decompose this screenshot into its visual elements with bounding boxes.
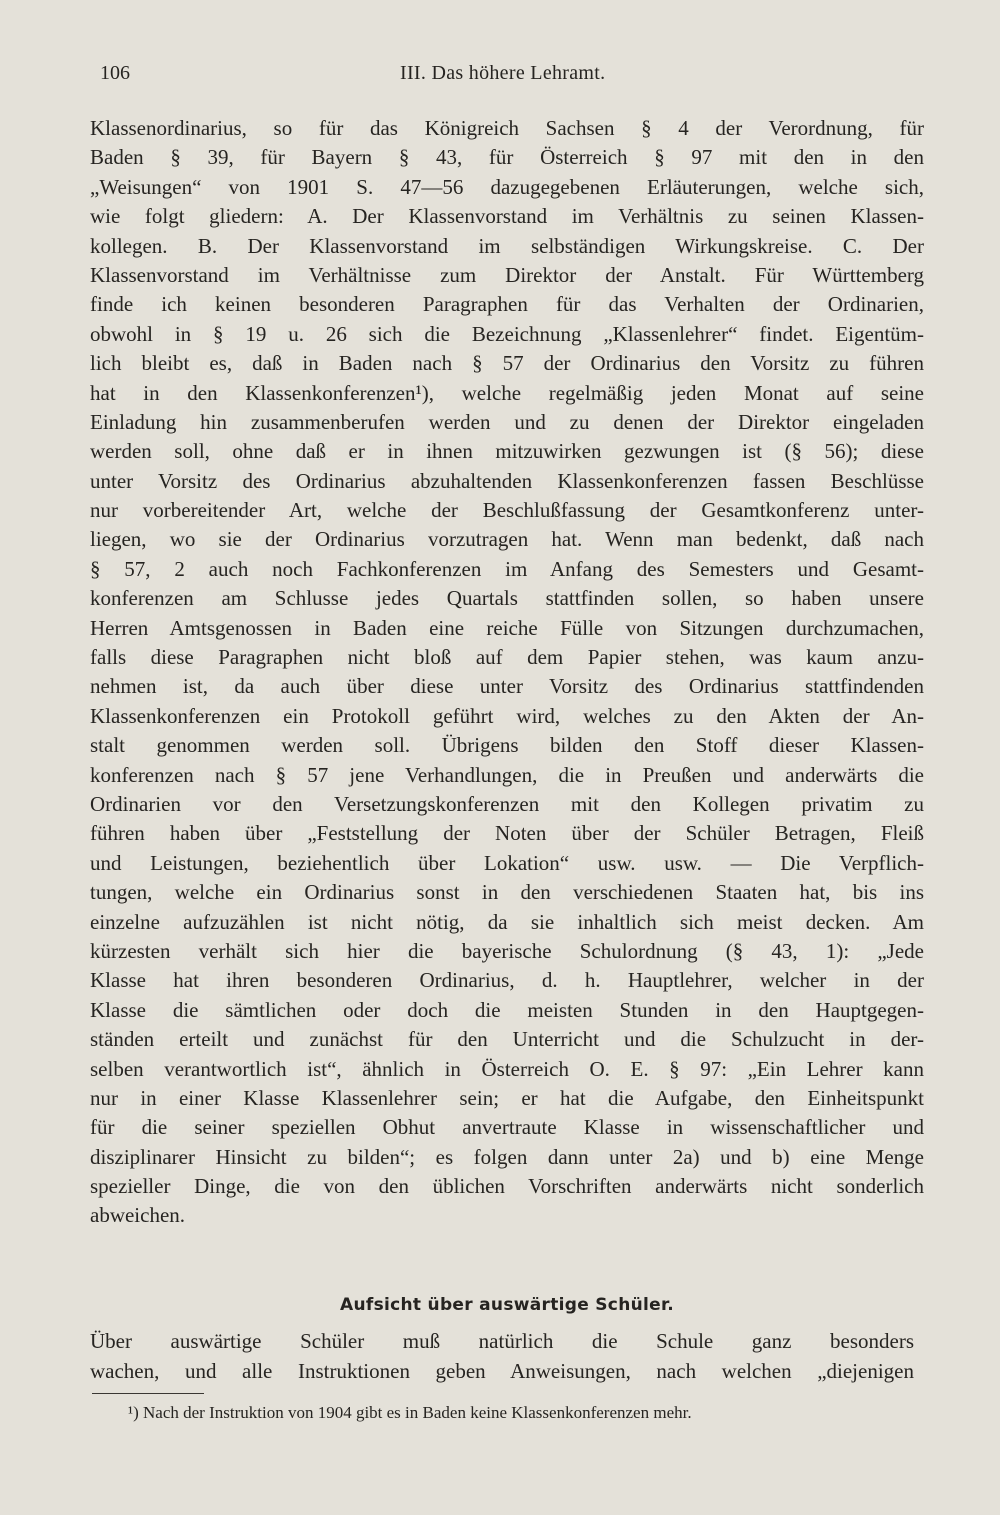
text-line: stalt genommen werden soll. Übrigens bilden den Stoff dieser Klassen- (90, 733, 924, 758)
text-line: obwohl in § 19 u. 26 sich die Bezeichnung „Klassenlehrer“ findet. Eigentüm- (90, 321, 924, 346)
page-header (100, 62, 930, 92)
text-line: nehmen ist, da auch über diese unter Vorsitz des Ordinarius stattfindenden (90, 674, 924, 699)
text-line: wachen, und alle Instruktionen geben Anweisungen, nach welchen „diejenigen (90, 1359, 914, 1383)
footnote: ¹) Nach der Instruktion von 1904 gibt es in Baden keine Klassenkonferenzen mehr. (128, 1403, 692, 1422)
text-line: disziplinarer Hinsicht zu bilden“; es folgen dann unter 2a) und b) eine Menge (90, 1144, 924, 1169)
text-line: Klassenvorstand im Verhältnisse zum Direktor der Anstalt. Für Württemberg (90, 262, 924, 287)
text-line: falls diese Paragraphen nicht bloß auf dem Papier stehen, was kaum anzu- (90, 645, 924, 670)
text-line: kollegen. B. Der Klassenvorstand im selbständigen Wirkungskreise. C. Der (90, 233, 924, 258)
text-line: Klassenkonferenzen ein Protokoll geführt wird, welches zu den Akten der An- (90, 703, 924, 728)
text-line: hat in den Klassenkonferenzen¹), welche regelmäßig jeden Monat auf seine (90, 380, 924, 405)
text-line: Klasse hat ihren besonderen Ordinarius, d. h. Hauptlehrer, welcher in der (90, 968, 924, 993)
running-head: III. Das höhere Lehramt. (400, 62, 606, 84)
text-line: konferenzen am Schlusse jedes Quartals stattfinden sollen, so haben unsere (90, 586, 924, 611)
text-line: nur in einer Klasse Klassenlehrer sein; er hat die Aufgabe, den Einheitspunkt (90, 1085, 924, 1110)
main-paragraph (90, 114, 924, 1231)
text-line: ständen erteilt und zunächst für den Unterricht und die Schulzucht in der- (90, 1027, 924, 1052)
text-line: Herren Amtsgenossen in Baden eine reiche Fülle von Sitzungen durchzumachen, (90, 615, 924, 640)
text-line: nur vorbereitender Art, welche der Beschlußfassung der Gesamtkonferenz unter- (90, 498, 924, 523)
text-line: Klasse die sämtlichen oder doch die meisten Stunden in den Hauptgegen- (90, 997, 924, 1022)
text-line: § 57, 2 auch noch Fachkonferenzen im Anfang des Semesters und Gesamt- (90, 556, 924, 581)
text-line: spezieller Dinge, die von den üblichen Vorschriften anderwärts nicht sonderlich (90, 1174, 924, 1199)
text-line: einzelne aufzuzählen ist nicht nötig, da sie inhaltlich sich meist decken. Am (90, 909, 924, 934)
text-line: für die seiner speziellen Obhut anvertraute Klasse in wissenschaftlicher und (90, 1115, 924, 1140)
text-line: „Weisungen“ von 1901 S. 47—56 dazugegebenen Erläuterungen, welche sich, (90, 174, 924, 199)
text-line: werden soll, ohne daß er in ihnen mitzuwirken gezwungen ist (§ 56); diese (90, 439, 924, 464)
text-line: Einladung hin zusammenberufen werden und zu denen der Direktor eingeladen (90, 409, 924, 434)
page-number: 106 (100, 62, 130, 84)
text-line: tungen, welche ein Ordinarius sonst in den verschiedenen Staaten hat, bis ins (90, 880, 924, 905)
footnote-divider (92, 1393, 204, 1394)
text-line: unter Vorsitz des Ordinarius abzuhaltenden Klassenkonferenzen fassen Beschlüsse (90, 468, 924, 493)
text-line: abweichen. (90, 1203, 186, 1228)
text-line: wie folgt gliedern: A. Der Klassenvorstand im Verhältnis zu seinen Klassen- (90, 204, 924, 229)
text-line: und Leistungen, beziehentlich über Lokation“ usw. usw. — Die Verpflich- (90, 850, 924, 875)
section-paragraph (90, 1326, 914, 1386)
text-line: lich bleibt es, daß in Baden nach § 57 der Ordinarius den Vorsitz zu führen (90, 351, 924, 376)
text-line: Über auswärtige Schüler muß natürlich die Schule ganz besonders (90, 1329, 914, 1353)
section-heading: Aufsicht über auswärtige Schüler. (340, 1295, 674, 1315)
text-line: kürzesten verhält sich hier die bayerische Schulordnung (§ 43, 1): „Jede (90, 938, 924, 963)
text-line: liegen, wo sie der Ordinarius vorzutragen hat. Wenn man bedenkt, daß nach (90, 527, 924, 552)
text-line: Klassenordinarius, so für das Königreich Sachsen § 4 der Verordnung, für (90, 116, 924, 140)
text-line: konferenzen nach § 57 jene Verhandlungen, die in Preußen und anderwärts die (90, 762, 924, 787)
text-line: Ordinarien vor den Versetzungskonferenzen mit den Kollegen privatim zu (90, 791, 924, 816)
text-line: Baden § 39, für Bayern § 43, für Österreich § 97 mit den in den (90, 145, 924, 170)
text-line: selben verantwortlich ist“, ähnlich in Österreich O. E. § 97: „Ein Lehrer kann (90, 1056, 924, 1081)
text-line: finde ich keinen besonderen Paragraphen für das Verhalten der Ordinarien, (90, 292, 924, 317)
text-line: führen haben über „Feststellung der Noten über der Schüler Betragen, Fleiß (90, 821, 924, 846)
